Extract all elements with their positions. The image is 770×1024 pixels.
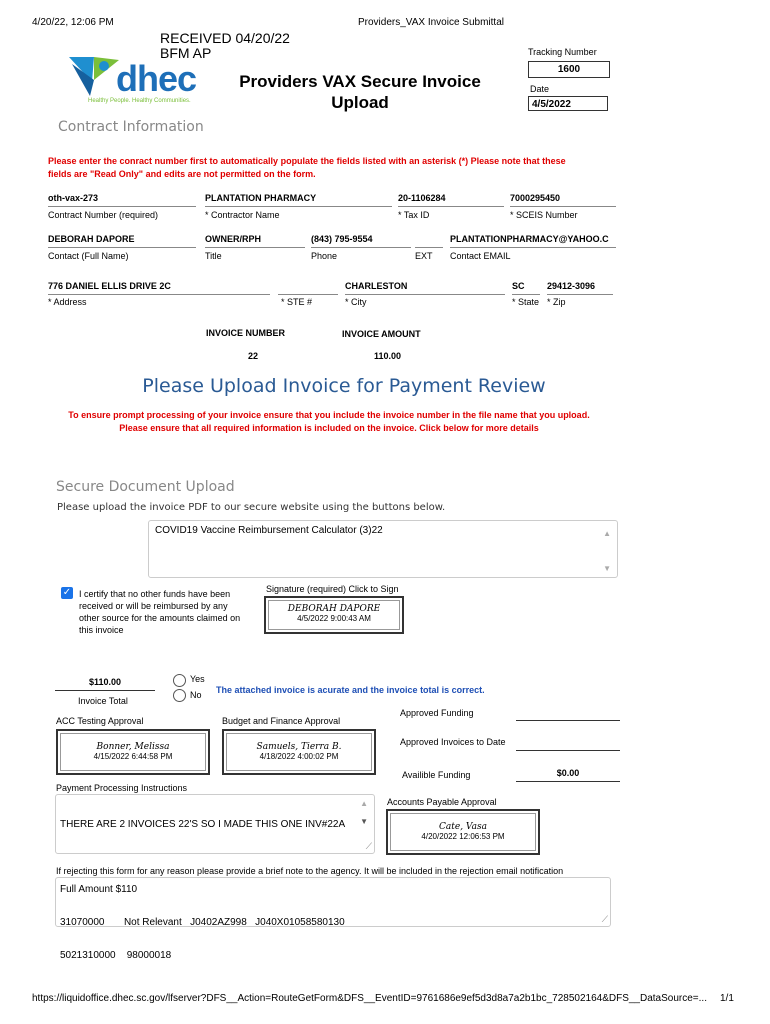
scroll-up-icon[interactable]: ▲	[603, 529, 611, 538]
tracking-number-field[interactable]: 1600	[528, 61, 610, 78]
title-field[interactable]: OWNER/RPH	[205, 234, 305, 248]
state-field: SC	[512, 281, 540, 295]
ext-label: EXT	[415, 251, 433, 261]
contract-notice-line-1: Please enter the conract number first to automatically populate the fields listed with an asterisk (*) Please note that these	[48, 156, 566, 166]
zip-label: * Zip	[547, 297, 566, 307]
approved-funding-field	[516, 720, 620, 721]
provider-signature-name: DEBORAH DAPORE	[287, 604, 381, 614]
certify-checkbox[interactable]: ✓	[62, 587, 72, 598]
invoice-amount-value[interactable]: 110.00	[374, 351, 402, 361]
approved-funding-label: Approved Funding	[400, 708, 474, 718]
available-funding-field: $0.00	[516, 768, 620, 782]
email-label: Contact EMAIL	[450, 251, 511, 261]
contractor-name-field: PLANTATION PHARMACY	[205, 193, 392, 207]
rejection-note-textarea[interactable]	[55, 877, 611, 927]
rejection-label: If rejecting this form for any reason please provide a brief note to the agency. It will be included in the rejection email notification	[56, 866, 564, 876]
tax-id-label: * Tax ID	[398, 210, 430, 220]
upload-heading: Please Upload Invoice for Payment Review	[142, 375, 546, 397]
processing-line-1: THERE ARE 2 INVOICES 22'S SO I MADE THIS ONE INV#22A	[60, 819, 346, 830]
processing-line-3: 31070000 Not Relevant J0402AZ998 J040X01058580130	[60, 917, 345, 928]
ap-signature-name: Cate, Vasa	[439, 822, 487, 832]
uploaded-file-name[interactable]: COVID19 Vaccine Reimbursement Calculator (3)22	[155, 525, 383, 536]
stamp-line-1: RECEIVED 04/20/22	[160, 30, 290, 46]
tax-id-field: 20-1106284	[398, 193, 504, 207]
logo-tagline: Healthy People. Healthy Communities.	[88, 98, 191, 104]
certify-text	[79, 588, 240, 636]
upload-notice	[0, 409, 658, 435]
state-label: * State	[512, 297, 540, 307]
provider-signature-date: 4/5/2022 9:00:43 AM	[297, 614, 371, 623]
contract-number-label: Contract Number (required)	[48, 210, 159, 220]
contract-notice	[48, 155, 566, 181]
city-field: CHARLESTON	[345, 281, 505, 295]
certify-text-line-2: received or will be reimbursed by any	[79, 601, 228, 611]
dhec-logo	[64, 52, 199, 110]
invoice-total-label: Invoice Total	[78, 696, 128, 706]
date-label: Date	[530, 84, 550, 94]
yes-label: Yes	[190, 674, 205, 684]
scroll-down-icon[interactable]: ▼	[360, 817, 368, 826]
budget-approval-label: Budget and Finance Approval	[222, 716, 341, 726]
print-timestamp: 4/20/22, 12:06 PM	[32, 17, 114, 28]
page-number: 1/1	[720, 993, 734, 1004]
budget-signature-date: 4/18/2022 4:00:02 PM	[259, 752, 339, 761]
uploaded-files-list[interactable]	[148, 520, 618, 578]
certify-text-line-1: I certify that no other funds have been	[79, 589, 231, 599]
approved-invoices-field	[516, 750, 620, 751]
date-field[interactable]: 4/5/2022	[528, 96, 608, 111]
city-label: * City	[345, 297, 367, 307]
budget-signature-name: Samuels, Tierra B.	[256, 742, 342, 752]
yes-radio[interactable]	[173, 674, 186, 687]
email-field[interactable]: PLANTATIONPHARMACY@YAHOO.C	[450, 234, 616, 248]
form-title-line-2: Upload	[331, 93, 389, 112]
processing-line-4: 5021310000 98000018	[60, 950, 172, 961]
contract-notice-line-2: fields are "Read Only" and edits are not permitted on the form.	[48, 169, 316, 179]
contractor-name-label: * Contractor Name	[205, 210, 280, 220]
no-label: No	[190, 690, 202, 700]
certify-text-line-4: this invoice	[79, 625, 124, 635]
window-title: Providers_VAX Invoice Submittal	[358, 17, 504, 28]
approved-invoices-label: Approved Invoices to Date	[400, 737, 506, 747]
ap-signature-date: 4/20/2022 12:06:53 PM	[421, 832, 505, 841]
contact-name-field[interactable]: DEBORAH DAPORE	[48, 234, 196, 248]
invoice-amount-label: INVOICE AMOUNT	[342, 329, 421, 339]
scroll-up-icon[interactable]: ▲	[360, 799, 368, 808]
ste-field	[278, 281, 338, 295]
processing-instructions-label: Payment Processing Instructions	[56, 783, 188, 793]
resize-handle-icon[interactable]: ⟋	[601, 914, 608, 924]
dhec-leaf-icon	[64, 52, 124, 102]
address-label: * Address	[48, 297, 87, 307]
address-field: 776 DANIEL ELLIS DRIVE 2C	[48, 281, 270, 295]
processing-line-2: Full Amount $110	[60, 884, 138, 895]
acc-approval-label: ACC Testing Approval	[56, 716, 144, 726]
upload-notice-line-1: To ensure prompt processing of your invoice ensure that you include the invoice number in the file name that you upload.	[68, 410, 590, 420]
tracking-label: Tracking Number	[528, 47, 597, 57]
invoice-number-value[interactable]: 22	[248, 351, 259, 361]
form-title-line-1: Providers VAX Secure Invoice	[239, 72, 481, 91]
phone-field[interactable]: (843) 795-9554	[311, 234, 411, 248]
ext-field[interactable]	[415, 234, 443, 248]
acc-signature-box[interactable]	[56, 729, 210, 775]
logo-wordmark: dhec	[116, 58, 197, 99]
sceis-number-field: 7000295450	[510, 193, 616, 207]
ste-label: * STE #	[281, 297, 313, 307]
provider-signature-box[interactable]	[264, 596, 404, 634]
accuracy-statement: The attached invoice is acurate and the invoice total is correct.	[216, 685, 485, 695]
contact-name-label: Contact (Full Name)	[48, 251, 129, 261]
signature-label: Signature (required) Click to Sign	[266, 584, 399, 594]
sceis-number-label: * SCEIS Number	[510, 210, 578, 220]
acc-signature-name: Bonner, Melissa	[96, 742, 170, 752]
resize-handle-icon[interactable]: ⟋	[365, 841, 372, 851]
secure-upload-heading: Secure Document Upload	[56, 479, 235, 495]
budget-signature-box[interactable]	[222, 729, 376, 775]
no-radio[interactable]	[173, 689, 186, 702]
upload-notice-line-2: Please ensure that all required information is included on the invoice. Click below for more details	[119, 423, 539, 433]
scroll-down-icon[interactable]: ▼	[603, 564, 611, 573]
phone-label: Phone	[311, 251, 338, 261]
stamp-line-2: BFM AP	[160, 45, 212, 61]
ap-approval-label: Accounts Payable Approval	[387, 797, 497, 807]
invoice-total-field: $110.00	[55, 674, 155, 691]
zip-field: 29412-3096	[547, 281, 613, 295]
acc-signature-date: 4/15/2022 6:44:58 PM	[93, 752, 173, 761]
invoice-number-label: INVOICE NUMBER	[206, 328, 286, 338]
footer-url: https://liquidoffice.dhec.sc.gov/lfserver?DFS__Action=RouteGetForm&DFS__EventID=9761686e9ef5d3d8a7a2b1bc_728502164&DFS__DataSource=...	[32, 993, 707, 1004]
contract-heading: Contract Information	[58, 119, 204, 135]
contract-number-field[interactable]: oth-vax-273	[48, 193, 196, 207]
form-title	[215, 71, 505, 113]
title-label: Title	[205, 251, 222, 261]
upload-instructions: Please upload the invoice PDF to our secure website using the buttons below.	[57, 502, 446, 513]
certify-text-line-3: other source for the amounts claimed on	[79, 613, 241, 623]
ap-signature-box[interactable]	[386, 809, 540, 855]
available-funding-label: Availible Funding	[402, 770, 471, 780]
